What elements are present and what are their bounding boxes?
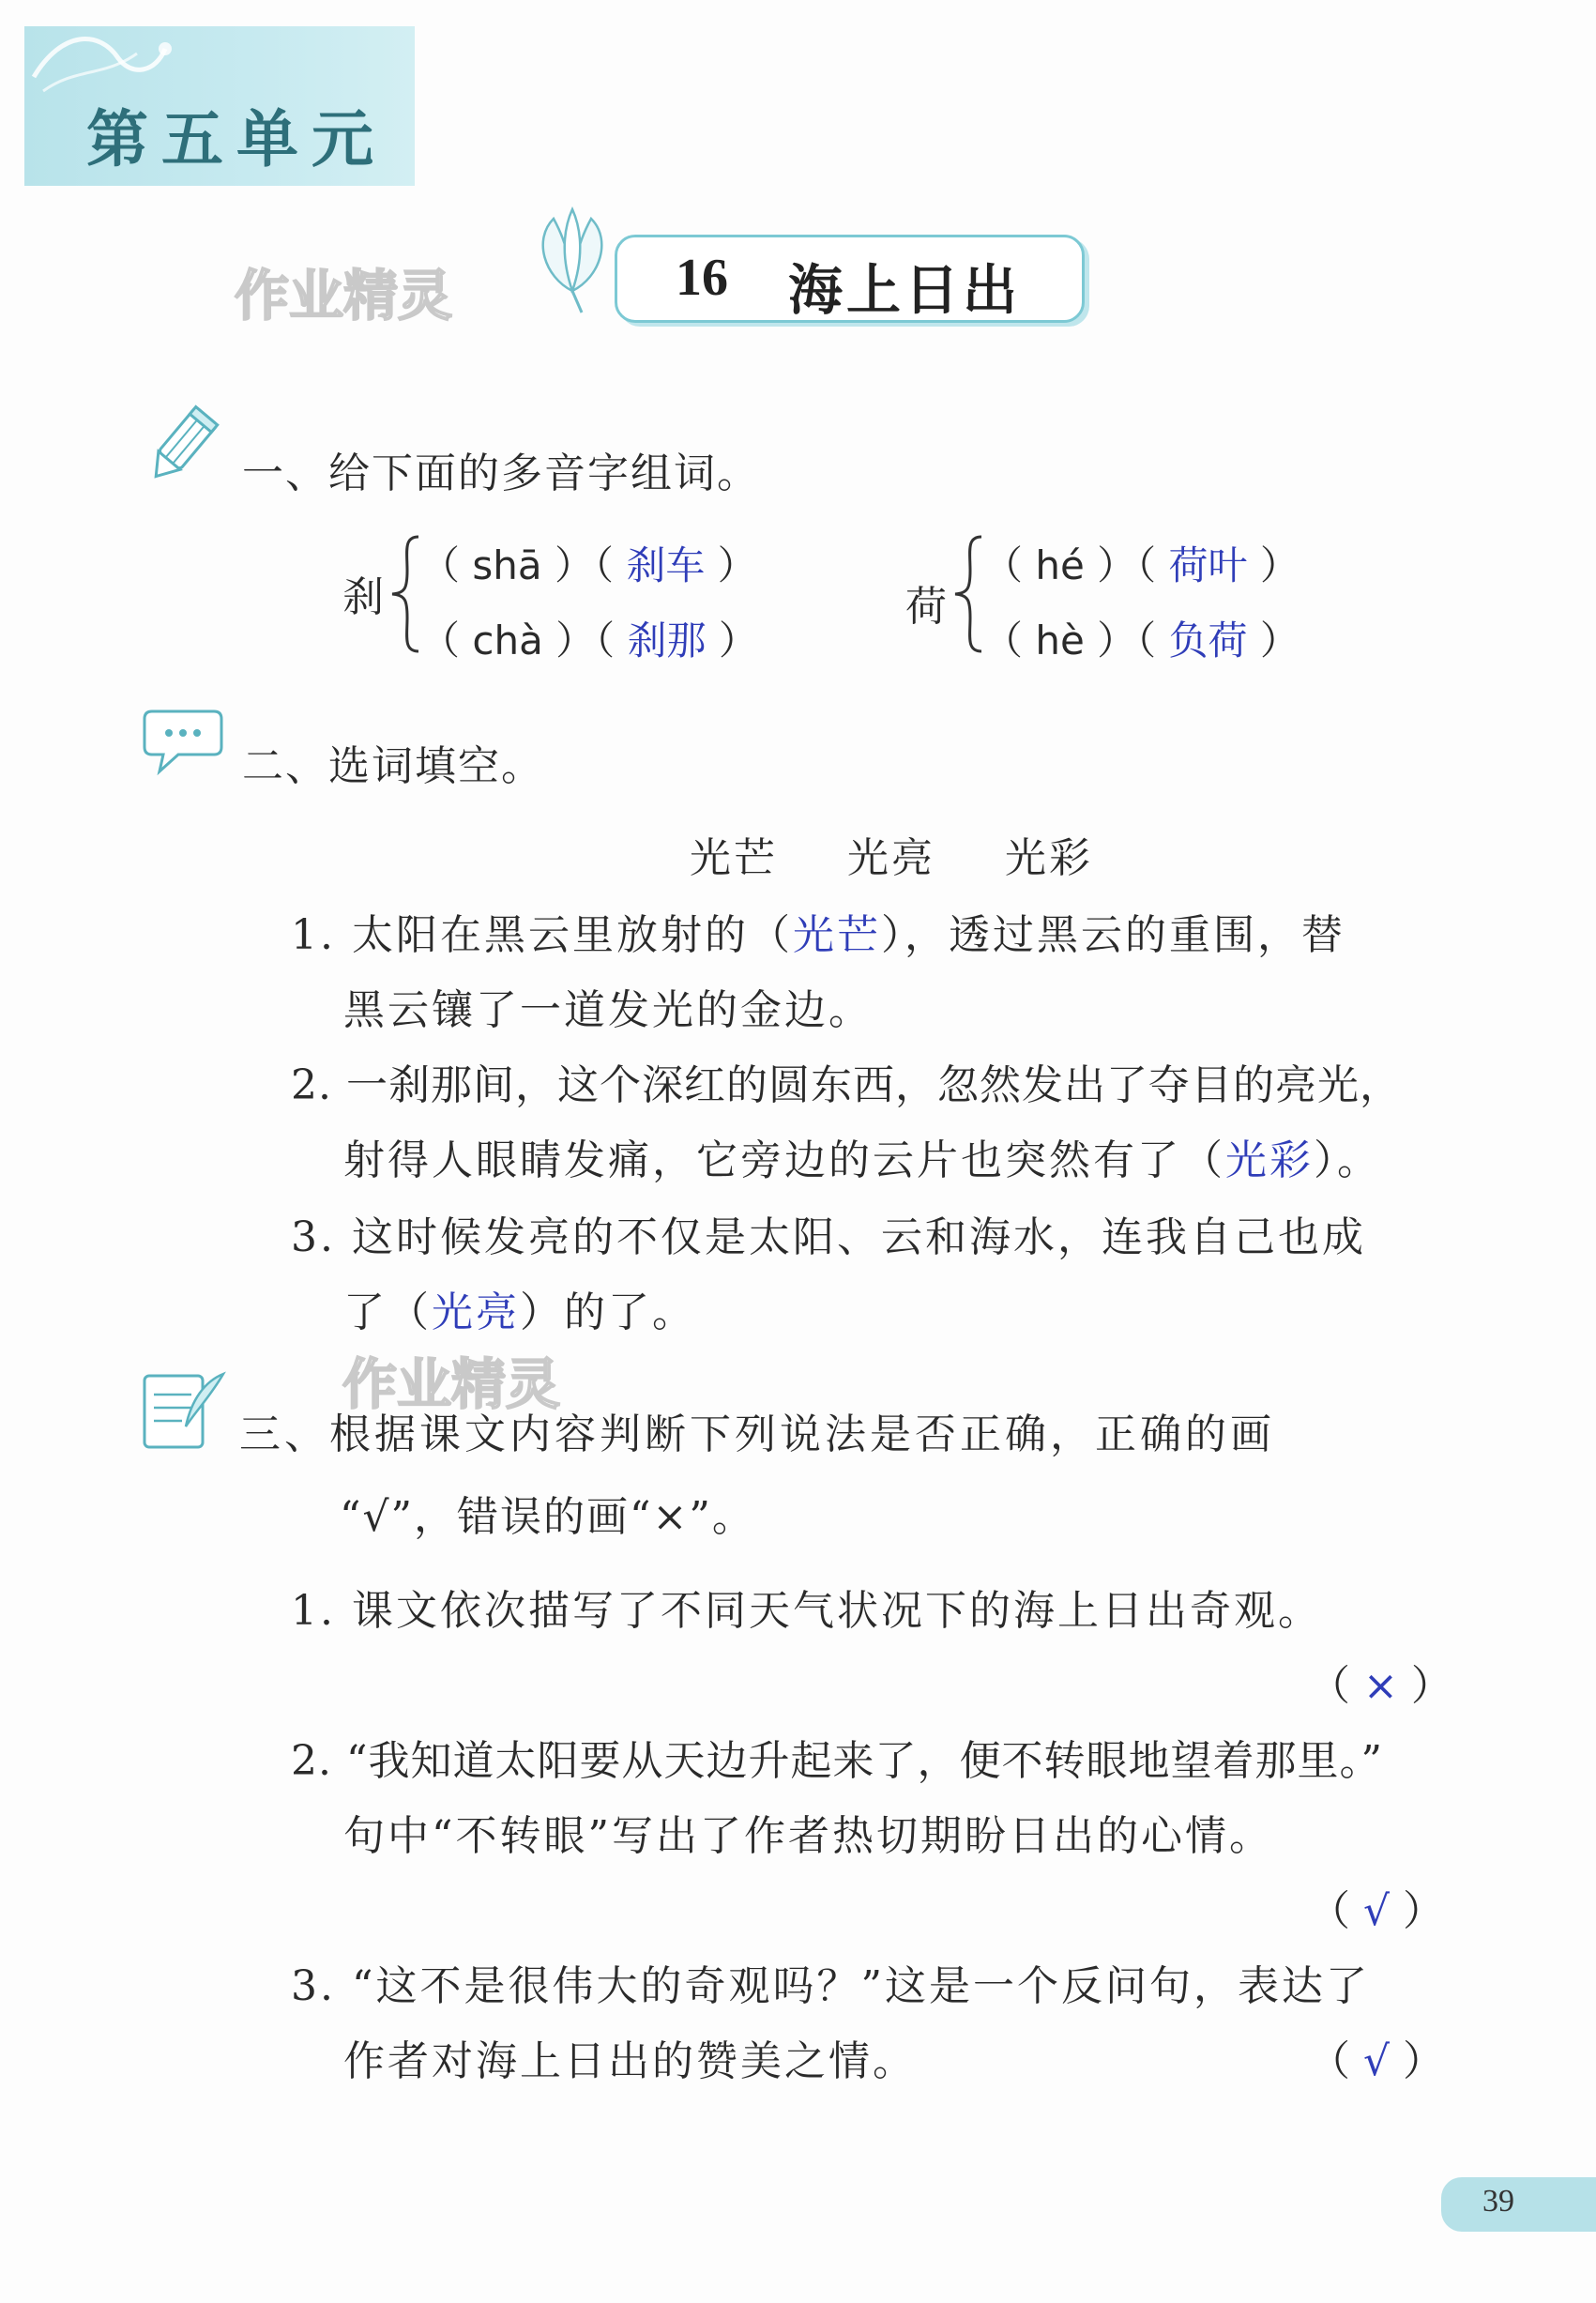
section2-title: 二、选词填空。 — [242, 742, 544, 790]
brace-icon — [950, 533, 987, 655]
word-bank-item: 光彩 — [1005, 834, 1093, 882]
magnolia-flower-icon — [516, 202, 629, 314]
pinyin-row: （ hé ）（ 荷叶 ） — [983, 542, 1300, 588]
judge-item-line: 3. “这不是很伟大的奇观吗？”这是一个反问句，表达了 — [291, 1962, 1370, 2010]
pinyin-row: （ shā ）（ 刹车 ） — [420, 542, 757, 588]
watermark: 作业精灵 — [342, 1352, 561, 1416]
judge-item-line: 作者对海上日出的赞美之情。 — [343, 2037, 917, 2085]
page-number: 39 — [1482, 2184, 1514, 2219]
section3-title: 三、根据课文内容判断下列说法是否正确，正确的画 — [239, 1411, 1275, 1458]
answer: 负荷 — [1168, 618, 1248, 663]
judge-item-line: 2. “我知道太阳要从天边升起来了，便不转眼地望着那里。” — [291, 1737, 1383, 1785]
answer: 刹车 — [626, 542, 706, 588]
fill-item-line: 了（光亮）的了。 — [343, 1289, 696, 1336]
speech-bubble-icon — [141, 704, 225, 779]
pinyin-row: （ chà ）（ 刹那 ） — [420, 618, 758, 663]
section3-title: “√”，错误的画“×”。 — [340, 1493, 755, 1541]
section1-title: 一、给下面的多音字组词。 — [242, 450, 760, 497]
answer: 光亮 — [432, 1289, 520, 1336]
answer-paren: （ √ ） — [1309, 2037, 1445, 2085]
pinyin-row: （ hè ）（ 负荷 ） — [983, 618, 1300, 663]
answer-paren: （ × ） — [1309, 1662, 1452, 1710]
answer: 光彩 — [1225, 1136, 1314, 1184]
answer: 荷叶 — [1168, 542, 1248, 588]
fill-item-line: 3. 这时候发亮的不仅是太阳、云和海水，连我自己也成 — [291, 1213, 1366, 1261]
word-bank-item: 光芒 — [690, 834, 778, 882]
page-number-tab — [1441, 2177, 1596, 2232]
answer-paren: （ √ ） — [1309, 1887, 1445, 1935]
fill-item-line: 射得人眼睛发痛，它旁边的云片也突然有了（光彩）。 — [343, 1136, 1381, 1184]
pencil-icon — [139, 404, 225, 490]
brace-icon — [387, 533, 424, 655]
answer: 光芒 — [792, 911, 881, 959]
fill-item-line: 黑云镶了一道发光的金边。 — [343, 986, 873, 1034]
watermark: 作业精灵 — [235, 264, 453, 328]
word-bank-item: 光亮 — [847, 834, 935, 882]
judge-item-line: 句中“不转眼”写出了作者热切期盼日出的心情。 — [343, 1812, 1273, 1860]
answer: √ — [1363, 2037, 1391, 2085]
judge-item-line: 1. 课文依次描写了不同天气状况下的海上日出奇观。 — [291, 1587, 1322, 1635]
polyphone-char: 刹 — [342, 573, 387, 621]
lesson-title: 海上日出 — [788, 258, 1022, 322]
answer: 刹那 — [627, 618, 707, 663]
notepad-quill-icon — [139, 1368, 229, 1453]
lesson-number: 16 — [676, 249, 728, 307]
answer: √ — [1363, 1887, 1391, 1935]
word-bank — [690, 824, 1093, 884]
unit-title: 第五单元 — [86, 102, 387, 175]
polyphone-char: 荷 — [905, 583, 950, 631]
fill-item-line: 1. 太阳在黑云里放射的（光芒），透过黑云的重围，替 — [291, 911, 1345, 959]
fill-item-line: 2. 一刹那间，这个深红的圆东西，忽然发出了夺目的亮光， — [291, 1061, 1402, 1109]
answer: × — [1363, 1662, 1398, 1710]
